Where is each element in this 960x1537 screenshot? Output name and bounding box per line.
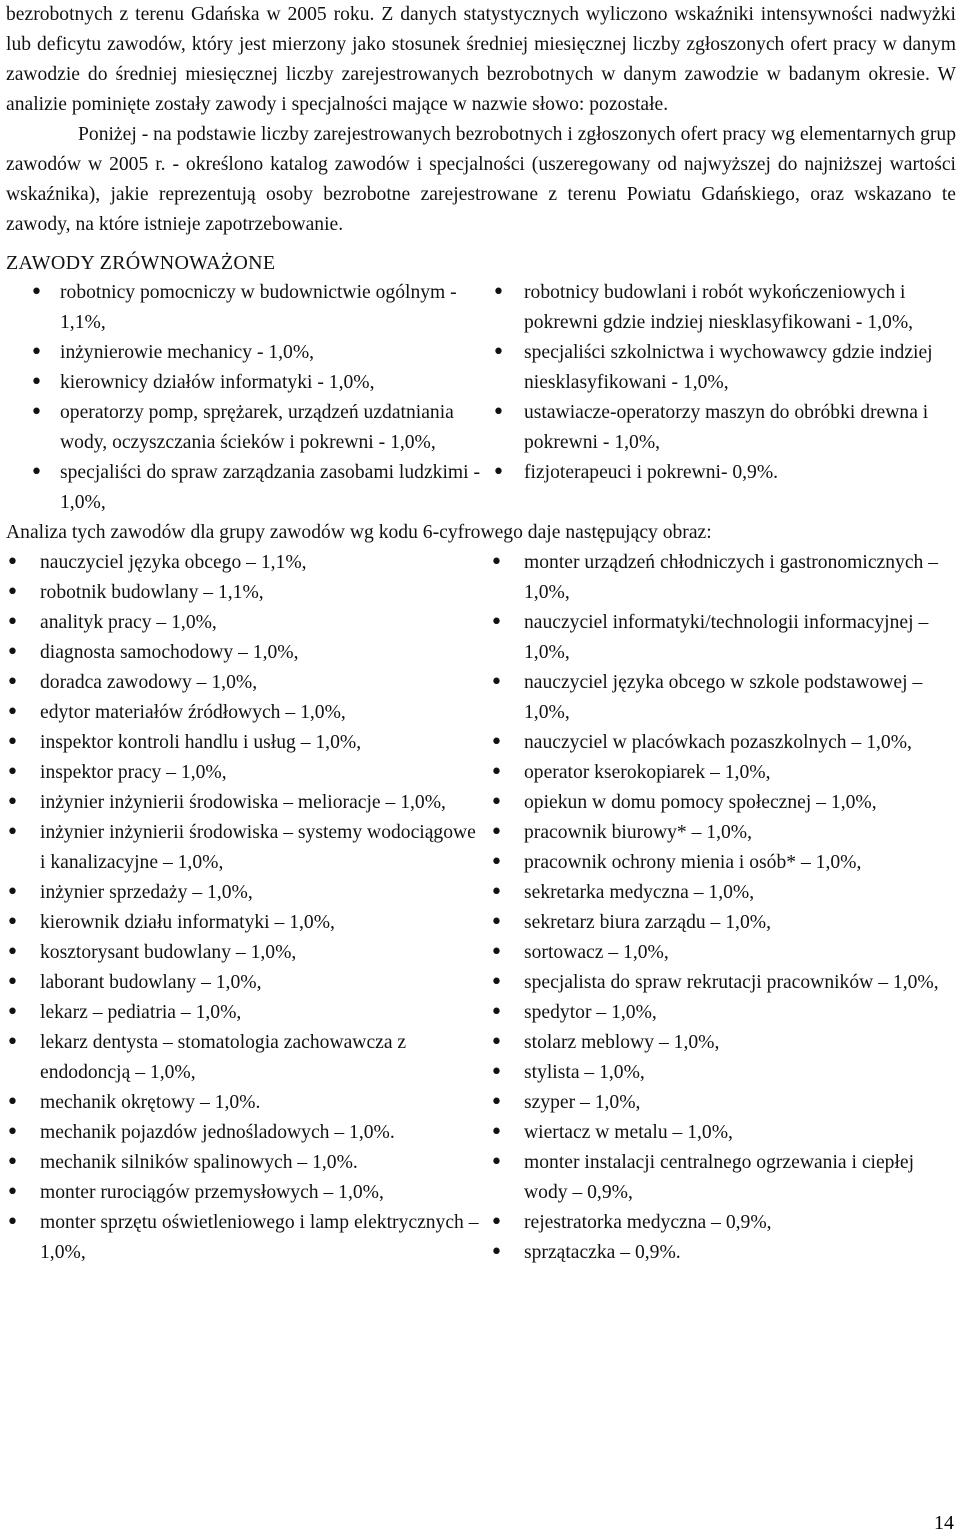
balanced-list-left (6, 278, 484, 518)
list-item: • opiekun w domu pomocy społecznej – 1,0%, (484, 788, 956, 818)
list-item: • nauczyciel języka obcego – 1,1%, (6, 548, 484, 578)
list-item: • inżynierowie mechanicy - 1,0%, (6, 338, 484, 368)
list-item: • wiertacz w metalu – 1,0%, (484, 1118, 956, 1148)
list-item: • inżynier inżynierii środowiska – melioracje – 1,0%, (6, 788, 484, 818)
list-item: • doradca zawodowy – 1,0%, (6, 668, 484, 698)
list-item: • sekretarz biura zarządu – 1,0%, (484, 908, 956, 938)
intro-paragraph-2: Poniżej - na podstawie liczby zarejestrowanych bezrobotnych i zgłoszonych ofert pracy wg elementarnych grup zawodów w 2005 r. - określono katalog zawodów i specjalności (uszeregowany od najwyższej do najniższej wartości wskaźnika), jakie reprezentują osoby bezrobotne zarejestrowane z terenu Powiatu Gdańskiego, oraz wskazano te zawody, na które istnieje zapotrzebowanie. (6, 124, 956, 235)
list-item: • monter instalacji centralnego ogrzewania i ciepłej wody – 0,9%, (484, 1148, 956, 1208)
list-item: • specjaliści szkolnictwa i wychowawcy gdzie indziej niesklasyfikowani - 1,0%, (484, 338, 956, 398)
balanced-occupations-columns (6, 278, 956, 518)
list-item: • pracownik biurowy* – 1,0%, (484, 818, 956, 848)
section-heading: ZAWODY ZRÓWNOWAŻONE (6, 252, 276, 274)
list-item: • spedytor – 1,0%, (484, 998, 956, 1028)
list-item: • robotnicy budowlani i robót wykończeniowych i pokrewni gdzie indziej niesklasyfikowani - 1,0%, (484, 278, 956, 338)
list-item: • robotnicy pomocniczy w budownictwie ogólnym - 1,1%, (6, 278, 484, 338)
list-item: • sprzątaczka – 0,9%. (484, 1238, 956, 1268)
list-item: • kosztorysant budowlany – 1,0%, (6, 938, 484, 968)
list-item: • inspektor kontroli handlu i usług – 1,0%, (6, 728, 484, 758)
list-item: • pracownik ochrony mienia i osób* – 1,0%, (484, 848, 956, 878)
list-item: • robotnik budowlany – 1,1%, (6, 578, 484, 608)
list-item: • inspektor pracy – 1,0%, (6, 758, 484, 788)
list-item: • nauczyciel w placówkach pozaszkolnych – 1,0%, (484, 728, 956, 758)
list-item: • edytor materiałów źródłowych – 1,0%, (6, 698, 484, 728)
list-item: • specjaliści do spraw zarządzania zasobami ludzkimi - 1,0%, (6, 458, 484, 518)
list-item: • laborant budowlany – 1,0%, (6, 968, 484, 998)
list-item: • lekarz dentysta – stomatologia zachowawcza z endodoncją – 1,0%, (6, 1028, 484, 1088)
analysis-columns (6, 548, 956, 1268)
list-item: • operator kserokopiarek – 1,0%, (484, 758, 956, 788)
list-item: • inżynier sprzedaży – 1,0%, (6, 878, 484, 908)
list-item: • inżynier inżynierii środowiska – systemy wodociągowe i kanalizacyjne – 1,0%, (6, 818, 484, 878)
list-item: • szyper – 1,0%, (484, 1088, 956, 1118)
analysis-list-right (484, 548, 956, 1268)
list-item: • specjalista do spraw rekrutacji pracowników – 1,0%, (484, 968, 956, 998)
list-item: • sekretarka medyczna – 1,0%, (484, 878, 956, 908)
balanced-list-right (484, 278, 956, 518)
list-item: • stolarz meblowy – 1,0%, (484, 1028, 956, 1058)
list-item: • rejestratorka medyczna – 0,9%, (484, 1208, 956, 1238)
list-item: • nauczyciel języka obcego w szkole podstawowej – 1,0%, (484, 668, 956, 728)
analysis-intro: Analiza tych zawodów dla grupy zawodów wg kodu 6-cyfrowego daje następujący obraz: (6, 522, 712, 543)
document-page (6, 0, 956, 1268)
list-item: • monter sprzętu oświetleniowego i lamp elektrycznych – 1,0%, (6, 1208, 484, 1268)
list-item: • kierownicy działów informatyki - 1,0%, (6, 368, 484, 398)
list-item: • analityk pracy – 1,0%, (6, 608, 484, 638)
page-number: 14 (934, 1512, 954, 1534)
list-item: • sortowacz – 1,0%, (484, 938, 956, 968)
list-item: • monter rurociągów przemysłowych – 1,0%, (6, 1178, 484, 1208)
list-item: • lekarz – pediatria – 1,0%, (6, 998, 484, 1028)
list-item: • mechanik pojazdów jednośladowych – 1,0%. (6, 1118, 484, 1148)
list-item: • diagnosta samochodowy – 1,0%, (6, 638, 484, 668)
list-item: • fizjoterapeuci i pokrewni- 0,9%. (484, 458, 956, 488)
list-item: • mechanik okrętowy – 1,0%. (6, 1088, 484, 1118)
list-item: • kierownik działu informatyki – 1,0%, (6, 908, 484, 938)
list-item: • operatorzy pomp, sprężarek, urządzeń uzdatniania wody, oczyszczania ścieków i pokrewni - 1,0%, (6, 398, 484, 458)
list-item: • ustawiacze-operatorzy maszyn do obróbki drewna i pokrewni - 1,0%, (484, 398, 956, 458)
list-item: • nauczyciel informatyki/technologii informacyjnej – 1,0%, (484, 608, 956, 668)
analysis-list-left (6, 548, 484, 1268)
intro-paragraph-1: bezrobotnych z terenu Gdańska w 2005 roku. Z danych statystycznych wyliczono wskaźniki intensywności nadwyżki lub deficytu zawodów, który jest mierzony jako stosunek średniej miesięcznej liczby zgłoszonych ofert pracy w danym zawodzie do średniej miesięcznej liczby zarejestrowanych bezrobotnych w danym zawodzie w badanym okresie. W analizie pominięte zostały zawody i specjalności mające w nazwie słowo: pozostałe. (6, 4, 956, 115)
list-item: • stylista – 1,0%, (484, 1058, 956, 1088)
list-item: • monter urządzeń chłodniczych i gastronomicznych – 1,0%, (484, 548, 956, 608)
list-item: • mechanik silników spalinowych – 1,0%. (6, 1148, 484, 1178)
